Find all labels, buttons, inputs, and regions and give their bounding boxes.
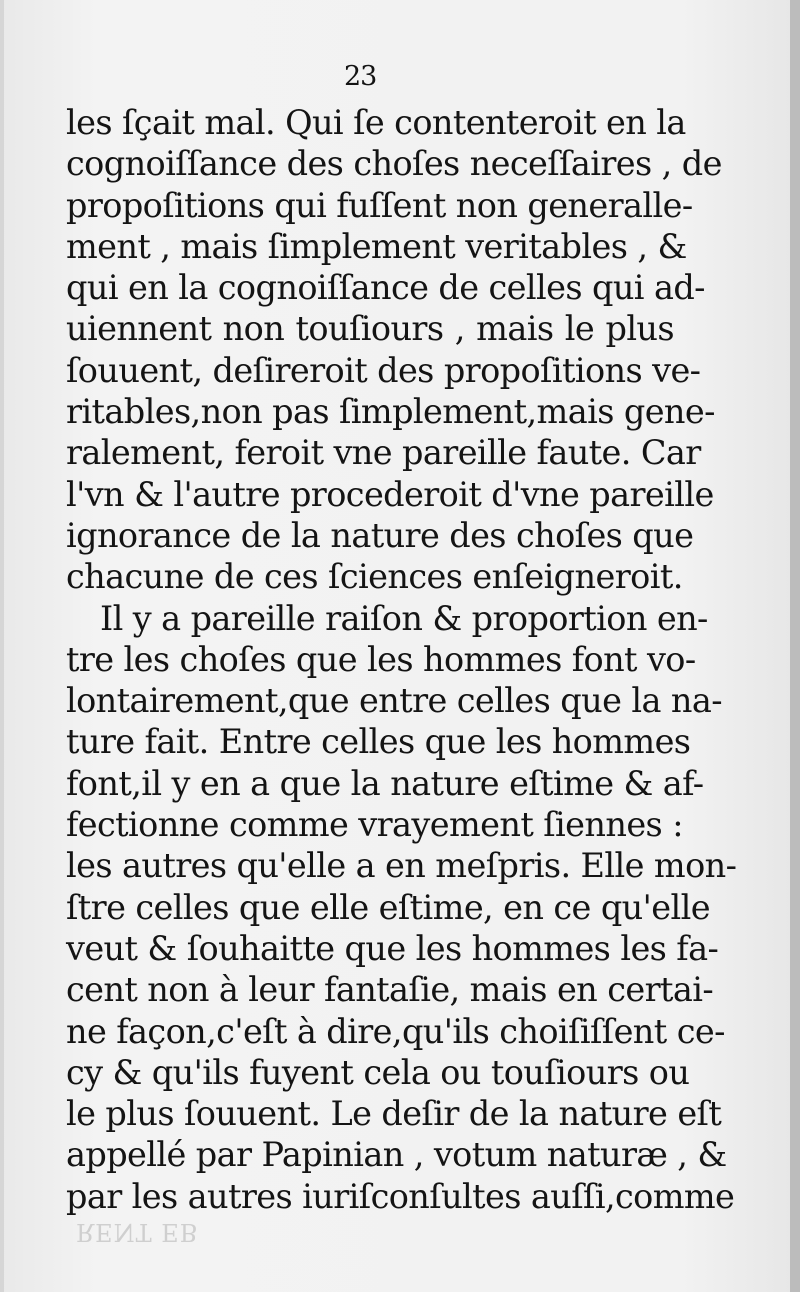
text-line: ritables,non pas ſimplement,mais gene- <box>66 392 715 432</box>
text-line: cognoiſſance des choſes neceſſaires , de <box>66 144 722 184</box>
text-line: propoſitions qui fuſſent non generalle- <box>66 185 693 225</box>
page-left-edge <box>0 0 4 1292</box>
paragraph-start-line: Il y a pareille raiſon & proportion en- <box>100 598 708 638</box>
text-line: cy & qu'ils fuyent cela ou touſiours ou <box>66 1052 690 1092</box>
text-line: les ſçait mal. Qui ſe contenteroit en la <box>66 103 686 142</box>
text-line: ture fait. Entre celles que les hommes <box>66 722 691 762</box>
text-line: appellé par Papinian , votum naturæ , & <box>66 1135 727 1175</box>
text-line: ſouuent, deſireroit des propoſitions ve- <box>66 350 701 390</box>
text-line: ment , mais ſimplement veritables , & <box>66 226 687 266</box>
page-right-edge <box>790 0 800 1292</box>
text-line: veut & ſouhaitte que les hommes les fa- <box>66 928 719 968</box>
text-line: l'vn & l'autre procederoit d'vne pareille <box>66 474 714 514</box>
paragraph-end-line: chacune de ces ſciences enſeigneroit. <box>66 557 683 597</box>
text-line: fectionne comme vrayement ſiennes : <box>66 805 683 845</box>
text-line: tre les choſes que les hommes font vo- <box>66 639 696 679</box>
body-text <box>66 102 737 1217</box>
text-line: ralement, feroit vne pareille faute. Car <box>66 433 701 473</box>
text-line: ſtre celles que elle eſtime, en ce qu'elle <box>66 887 710 927</box>
text-line: uiennent non touſiours , mais le plus <box>66 309 674 349</box>
text-line: les autres qu'elle a en meſpris. Elle mon- <box>66 846 737 886</box>
text-line: lontairement,que entre celles que la na- <box>66 681 722 721</box>
text-line: par les autres iuriſconſultes auſſi,comme <box>66 1176 735 1216</box>
page-number: 23 <box>344 61 377 92</box>
text-line: cent non à leur fantaſie, mais en certai- <box>66 970 714 1010</box>
bleed-through-text: RENT EB <box>76 1218 199 1246</box>
text-line: ne façon,c'eſt à dire,qu'ils choiſiſſent ce- <box>66 1011 725 1051</box>
text-line: font,il y en a que la nature eſtime & af- <box>66 763 704 803</box>
text-line: ignorance de la nature des choſes que <box>66 515 694 555</box>
text-line: qui en la cognoiſſance de celles qui ad- <box>66 268 705 308</box>
text-line: le plus ſouuent. Le deſir de la nature eſt <box>66 1094 722 1134</box>
